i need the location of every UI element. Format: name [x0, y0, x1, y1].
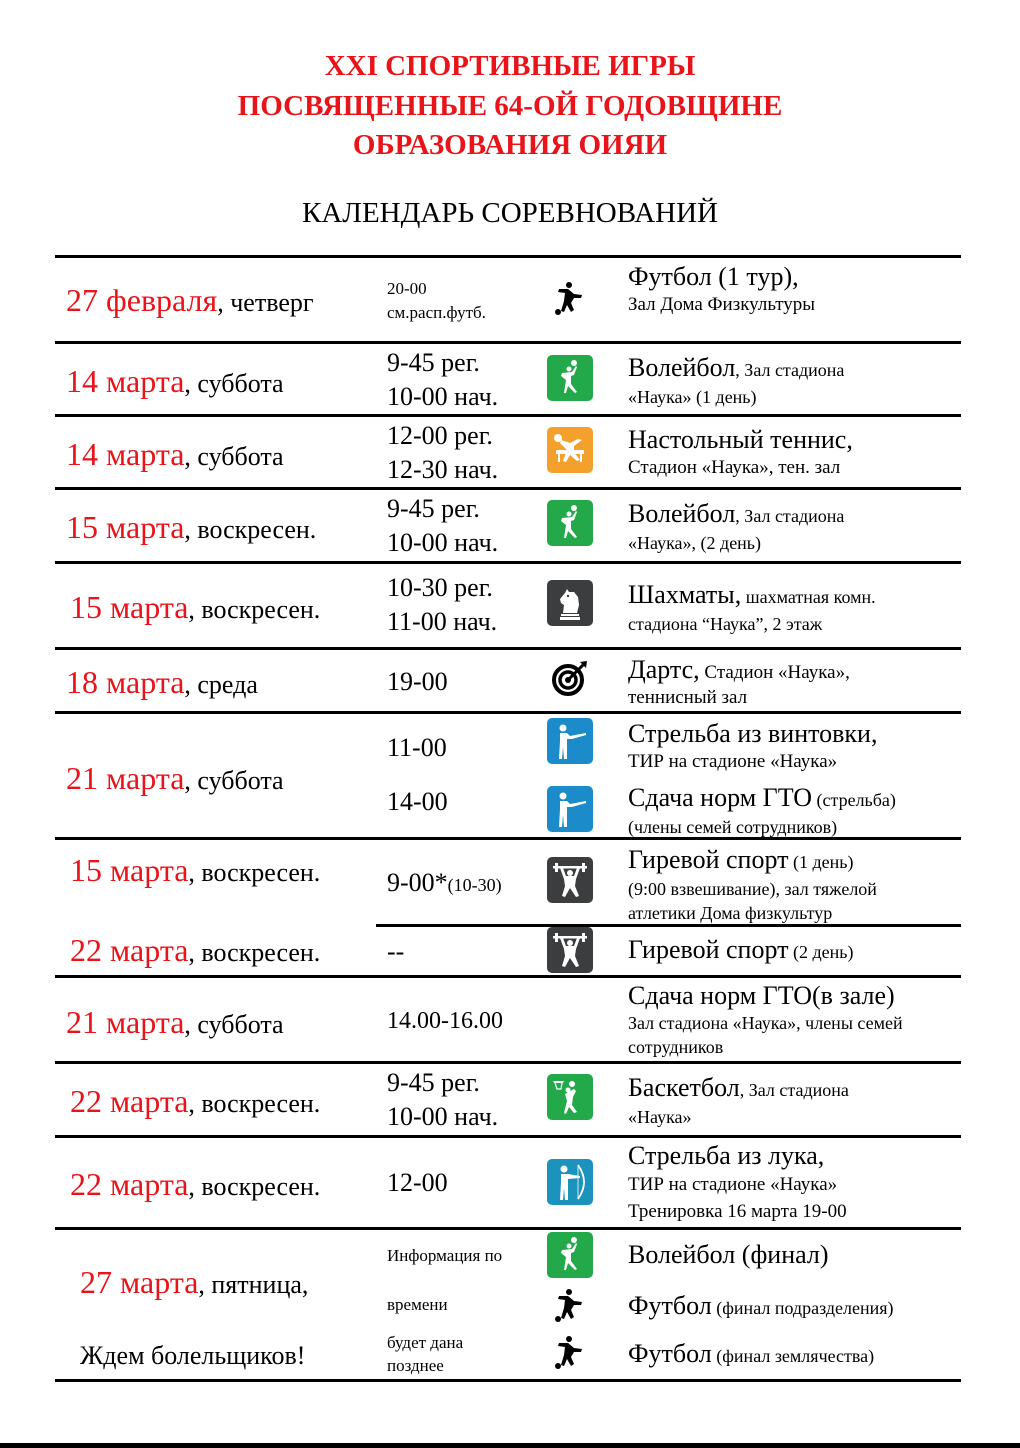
event-details: «Наука» (1 день): [628, 387, 757, 407]
event-note: шахматная комн.: [741, 587, 876, 607]
event-description: [628, 425, 853, 480]
event-note: (стрельба): [812, 790, 896, 810]
chess-knight-icon: [547, 580, 593, 626]
event-description: [628, 845, 877, 925]
time-line: 19-00: [387, 667, 448, 696]
event-name: Сдача норм ГТО: [628, 783, 813, 812]
time-note: [387, 1331, 463, 1377]
event-details: Зал стадиона «Наука», члены семей: [628, 1013, 903, 1033]
row-divider: [55, 561, 961, 564]
event-date: [70, 1083, 320, 1122]
event-description: [628, 1073, 849, 1130]
event-time: [387, 1004, 503, 1038]
event-date: [66, 509, 316, 548]
date-day: 15 марта: [66, 509, 185, 545]
date-day: 15 марта: [70, 589, 189, 625]
event-name: Футбол: [628, 1291, 712, 1320]
date-day: 22 марта: [70, 1083, 189, 1119]
event-details: ТИР на стадионе «Наука»: [628, 751, 838, 772]
row-divider: [55, 1135, 961, 1138]
event-date: [70, 932, 320, 971]
time-line: см.расп.футб.: [387, 303, 486, 322]
event-date: [66, 664, 258, 703]
row-divider: [55, 487, 961, 490]
event-details: теннисный зал: [628, 687, 748, 708]
date-day: 15 марта: [70, 852, 189, 888]
event-description: [628, 1240, 829, 1270]
event-details: Стадион «Наука», тен. зал: [628, 457, 841, 478]
event-details: «Наука»: [628, 1107, 692, 1127]
event-note: , Зал стадиона: [739, 1080, 849, 1100]
event-name: Сдача норм ГТО(в зале): [628, 981, 895, 1010]
time-line: 9-45 рег.: [387, 348, 480, 377]
event-time: [387, 731, 447, 765]
time-line: 9-00*: [387, 868, 448, 897]
event-date: [66, 1004, 284, 1043]
title-line-3: ОБРАЗОВАНИЯ ОИЯИ: [352, 129, 668, 161]
row-divider: [55, 341, 961, 344]
event-description: [628, 262, 815, 317]
table-tennis-icon: [547, 427, 593, 473]
event-details: ТИР на стадионе «Наука»: [628, 1174, 838, 1195]
football-icon: [547, 1283, 593, 1329]
event-date: [70, 852, 320, 891]
date-weekday: , воскресен.: [188, 1172, 321, 1201]
event-date: [66, 282, 314, 321]
date-day: 22 марта: [70, 932, 189, 968]
event-details: стадиона “Наука”, 2 этаж: [628, 614, 823, 634]
time-note: Информация по: [387, 1246, 503, 1265]
date-weekday: , пятница,: [198, 1270, 309, 1299]
time-line: 14-00: [387, 787, 448, 816]
date-day: 27 февраля: [66, 282, 218, 318]
event-details: атлетики Дома физкультур: [628, 903, 833, 923]
time-note: времени: [387, 1295, 448, 1314]
date-weekday: , воскресен.: [184, 515, 317, 544]
basketball-icon: [547, 1074, 593, 1120]
event-name: Шахматы,: [628, 580, 742, 609]
title-line-2: ПОСВЯЩЕННЫЕ 64-ОЙ ГОДОВЩИНЕ: [237, 90, 783, 122]
volleyball-icon: [547, 355, 593, 401]
date-weekday: , суббота: [184, 766, 284, 795]
event-time: [387, 665, 448, 699]
darts-target-icon: [547, 655, 593, 701]
event-date: [70, 589, 320, 628]
row-divider: [55, 414, 961, 417]
date-weekday: , воскресен.: [188, 938, 321, 967]
time-line: 11-00 нач.: [387, 607, 498, 636]
date-weekday: , суббота: [184, 369, 284, 398]
date-day: 21 марта: [66, 1004, 185, 1040]
event-date: [80, 1264, 308, 1303]
date-weekday: , четверг: [217, 288, 314, 317]
row-divider: [55, 255, 961, 258]
event-time: [387, 492, 498, 560]
weightlifting-icon: [547, 857, 593, 903]
title-line-1: XXI СПОРТИВНЫЕ ИГРЫ: [324, 50, 696, 82]
archery-icon: [547, 1159, 593, 1205]
date-weekday: , среда: [184, 670, 258, 699]
event-description: [628, 981, 903, 1059]
time-line: 10-00 нач.: [387, 1102, 499, 1131]
event-details: Зал Дома Физкультуры: [628, 294, 816, 315]
time-line: 10-00 нач.: [387, 382, 499, 411]
date-day: 21 марта: [66, 760, 185, 796]
event-time: [387, 1066, 498, 1134]
event-name: Стрельба из винтовки,: [628, 719, 878, 748]
event-note: (финал подразделения): [711, 1298, 894, 1318]
page-subtitle: КАЛЕНДАРЬ СОРЕВНОВАНИЙ: [301, 197, 718, 229]
time-line: --: [387, 937, 405, 966]
fans-invitation: Ждем болельщиков!: [80, 1341, 306, 1370]
event-name: Настольный теннис,: [628, 425, 853, 454]
date-day: 14 марта: [66, 436, 185, 472]
event-time: [387, 277, 486, 325]
event-time: [387, 571, 497, 639]
event-name: Волейбол: [628, 499, 736, 528]
row-divider: [55, 711, 961, 714]
football-icon: [547, 1330, 593, 1376]
rifle-shooting-icon: [547, 786, 593, 832]
date-weekday: , воскресен.: [188, 1089, 321, 1118]
time-line: 10-30 рег.: [387, 573, 493, 602]
row-divider: [55, 975, 961, 978]
event-note: , Зал стадиона: [735, 506, 845, 526]
event-name: Дартс,: [628, 655, 700, 684]
event-name: Волейбол: [628, 353, 736, 382]
time-line: 9-45 рег.: [387, 494, 480, 523]
time-line: 10-00 нач.: [387, 528, 499, 557]
date-weekday: , воскресен.: [188, 595, 321, 624]
football-icon: [547, 276, 593, 322]
time-line: 9-45 рег.: [387, 1068, 480, 1097]
event-description: [628, 1291, 894, 1323]
event-time: [387, 785, 448, 819]
event-description: [628, 655, 850, 710]
event-details: сотрудников: [628, 1037, 724, 1057]
event-date: [66, 760, 284, 799]
event-description: [628, 783, 896, 840]
event-time: [387, 346, 498, 414]
time-line: 20-00: [387, 279, 427, 298]
date-day: 18 марта: [66, 664, 185, 700]
event-description: [628, 580, 876, 637]
event-details: (члены семей сотрудников): [628, 817, 838, 837]
event-note: , Зал стадиона: [735, 360, 845, 380]
event-name: Футбол: [628, 1339, 712, 1368]
event-note: (финал землячества): [711, 1346, 875, 1366]
volleyball-icon: [547, 1232, 593, 1278]
event-name: Баскетбол: [628, 1073, 740, 1102]
event-date: [70, 1166, 320, 1205]
event-time: [387, 419, 498, 487]
event-name: Стрельба из лука,: [628, 1141, 825, 1170]
time-line: 14.00-16.00: [387, 1008, 503, 1034]
row-divider: [55, 1061, 961, 1064]
row-divider: [55, 647, 961, 650]
event-name: Гиревой спорт: [628, 845, 789, 874]
date-weekday: , суббота: [184, 1010, 284, 1039]
event-name: Гиревой спорт: [628, 935, 789, 964]
event-time: [387, 1166, 448, 1200]
row-divider: [55, 1379, 961, 1382]
page-bottom-rule: [0, 1443, 1020, 1448]
event-details: «Наука», (2 день): [628, 533, 762, 553]
time-line: 12-00 рег.: [387, 421, 493, 450]
date-day: 22 марта: [70, 1166, 189, 1202]
date-weekday: , воскресен.: [188, 858, 321, 887]
event-description: [628, 719, 877, 774]
rifle-shooting-icon: [547, 718, 593, 764]
event-description: [628, 1339, 874, 1371]
event-details: (9:00 взвешивание), зал тяжелой: [628, 879, 877, 899]
date-day: 27 марта: [80, 1264, 199, 1300]
event-name: Футбол (1 тур),: [628, 262, 799, 291]
event-date: [66, 436, 284, 475]
event-time: [387, 935, 404, 969]
date-weekday: , суббота: [184, 442, 284, 471]
event-note: Стадион «Наука»,: [699, 662, 850, 683]
weightlifting-icon: [547, 927, 593, 973]
event-name: Волейбол (финал): [628, 1240, 829, 1269]
event-note: (1 день): [788, 852, 854, 872]
event-date: [66, 363, 284, 402]
event-time: [387, 866, 502, 902]
time-note-line: будет дана: [387, 1333, 464, 1352]
row-divider: [55, 1227, 961, 1230]
date-day: 14 марта: [66, 363, 185, 399]
time-line: 12-00: [387, 1168, 448, 1197]
event-note: (2 день): [788, 942, 854, 962]
event-description: [628, 1141, 847, 1225]
time-line: 12-30 нач.: [387, 455, 499, 484]
event-description: [628, 935, 853, 967]
time-note-line: позднее: [387, 1356, 444, 1375]
event-description: [628, 353, 844, 410]
volleyball-icon: [547, 500, 593, 546]
time-note: (10-30): [447, 875, 502, 895]
time-line: 11-00: [387, 733, 447, 762]
event-details: Тренировка 16 марта 19-00: [628, 1201, 847, 1222]
event-description: [628, 499, 844, 556]
